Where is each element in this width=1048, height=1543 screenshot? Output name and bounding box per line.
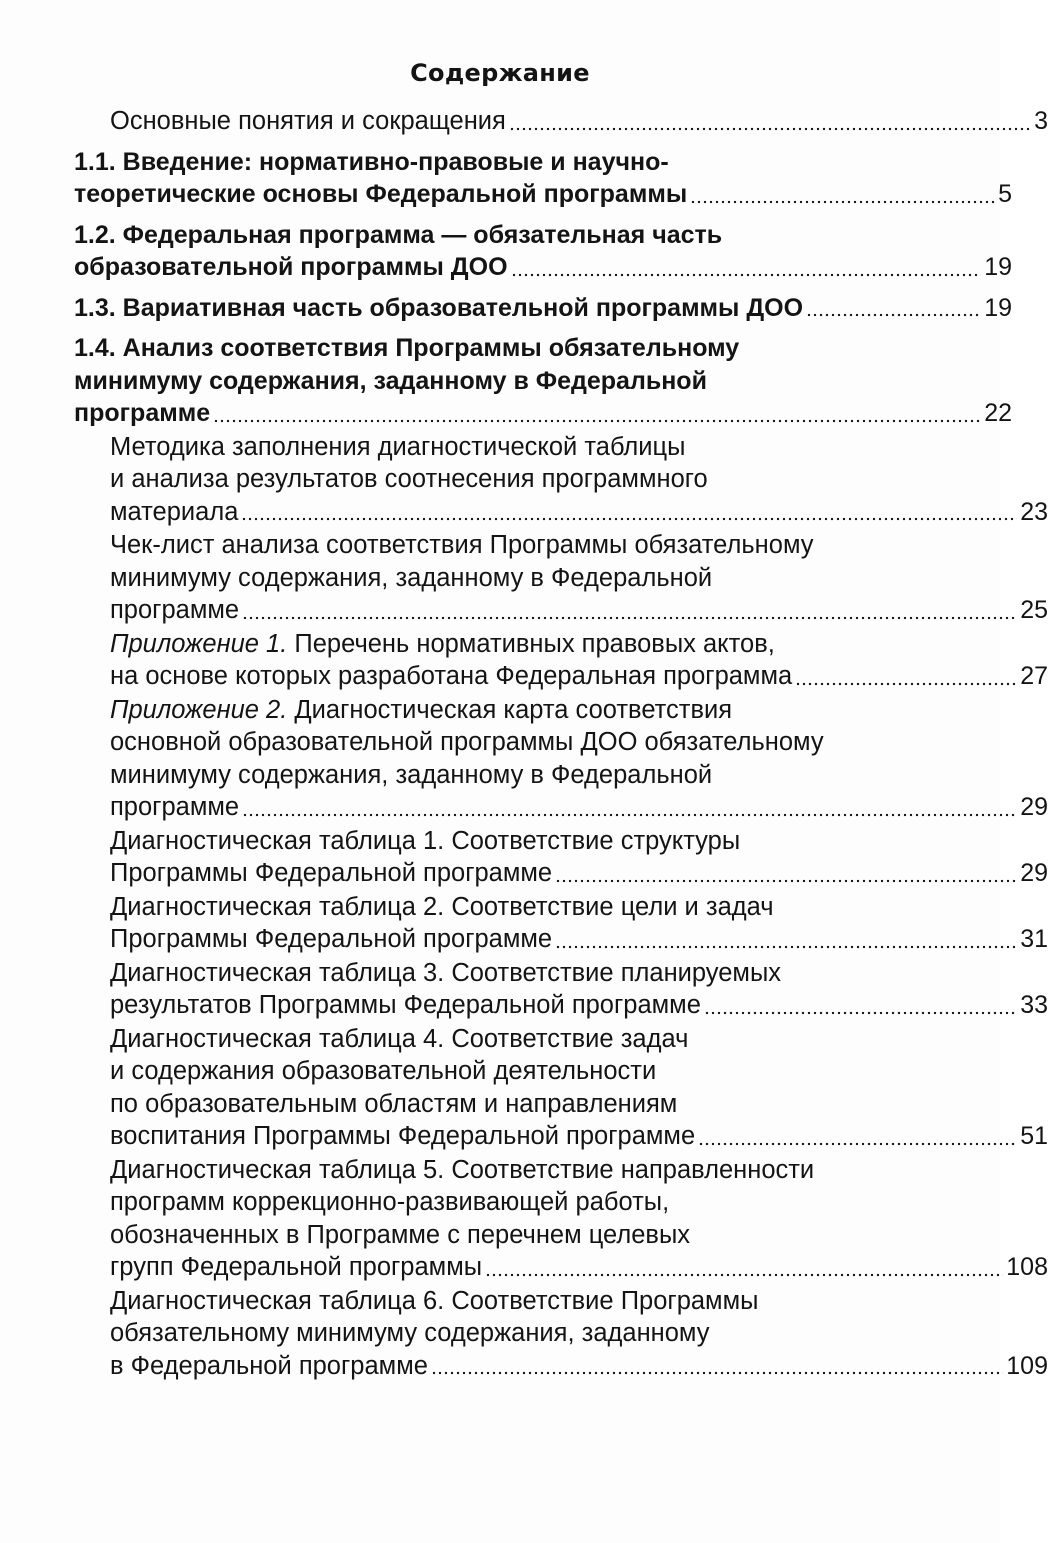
toc-entry-text	[74, 178, 687, 211]
toc-entry-text-segment: минимуму содержания, заданному в Федеральной	[74, 366, 707, 395]
appendix-label: Приложение 2.	[110, 695, 288, 724]
dot-leader	[242, 616, 1017, 620]
toc-entry-last-line	[74, 178, 1012, 211]
toc-entry-text-segment: программе	[110, 596, 240, 624]
toc-entry-line	[110, 1285, 1048, 1318]
toc-entry-last-line	[74, 397, 1012, 430]
toc-entry[interactable]	[110, 694, 1048, 824]
toc-entry-last-line	[110, 989, 1048, 1022]
dot-leader	[242, 813, 1017, 817]
toc-entry-text-segment: Программы Федеральной программе	[110, 859, 553, 887]
page-number: 22	[984, 399, 1012, 427]
toc-entry-text-segment: 1.2. Федеральная программа — обязательная часть	[74, 220, 723, 249]
toc-entry-text-segment: по образовательным областям и направлениям	[110, 1089, 678, 1118]
toc-entry[interactable]	[110, 1154, 1048, 1284]
toc-entry-text	[110, 791, 239, 824]
toc-entry-last-line	[110, 496, 1048, 529]
toc-entry-last-line	[110, 857, 1048, 890]
toc-entry-text	[110, 594, 239, 627]
toc-entry[interactable]	[110, 957, 1048, 1022]
page-number: 25	[1020, 596, 1048, 624]
toc-entry-last-line	[110, 1350, 1048, 1383]
toc-entry-text-segment: материала	[110, 497, 239, 526]
toc-entry-text	[74, 397, 210, 430]
toc-entry-text	[110, 923, 552, 956]
appendix-label: Приложение 1.	[110, 629, 288, 658]
page-number: 19	[984, 293, 1012, 322]
toc-entry-text	[110, 1120, 695, 1153]
toc-entry-text-segment: обозначенных в Программе с перечнем целевых	[110, 1220, 691, 1249]
toc-entry[interactable]	[110, 105, 1048, 138]
toc-entry-text	[110, 496, 238, 529]
table-of-contents	[0, 104, 1048, 1382]
toc-entry-last-line	[74, 292, 1012, 325]
toc-entry-last-line	[110, 791, 1048, 824]
toc-entry-line	[110, 1154, 1048, 1187]
toc-entry-line	[110, 1186, 1048, 1219]
toc-entry-text-segment: Диагностическая карта соответствия	[287, 695, 733, 724]
toc-entry-text-segment: 1.4. Анализ соответствия Программы обязательному	[74, 334, 740, 362]
page-number: 23	[1020, 497, 1048, 526]
toc-entry-text	[110, 660, 792, 693]
toc-entry-text-segment: в Федеральной программе	[110, 1351, 428, 1380]
page-number: 109	[1006, 1351, 1048, 1380]
toc-entry-line	[110, 562, 1048, 595]
toc-entry-text-segment: программе	[110, 793, 240, 821]
toc-entry-line	[110, 1088, 1048, 1121]
dot-leader	[795, 682, 1017, 686]
toc-entry-text-segment: Диагностическая таблица 3. Соответствие планируемых	[110, 958, 782, 987]
toc-entry-text-segment: Программы Федеральной программе	[110, 925, 553, 953]
toc-entry-text	[110, 989, 701, 1022]
toc-entry[interactable]	[74, 332, 1012, 430]
toc-entry-text-segment: результатов Программы Федеральной программе	[110, 991, 701, 1019]
toc-entry-line	[110, 891, 1048, 924]
toc-entry-text-segment: и анализа результатов соотнесения программного	[110, 465, 708, 493]
toc-entry-text-segment: Диагностическая таблица 5. Соответствие направленности	[110, 1155, 815, 1184]
toc-entry[interactable]	[74, 219, 1012, 284]
toc-entry-text	[110, 1350, 428, 1383]
toc-entry-last-line	[110, 923, 1048, 956]
toc-entry-text-segment: Чек-лист анализа соответствия Программы обязательному	[110, 531, 814, 559]
page-number: 19	[984, 253, 1012, 281]
toc-entry-line	[110, 1219, 1048, 1252]
dot-leader	[485, 1273, 1003, 1277]
toc-entry-text	[110, 1251, 482, 1284]
toc-entry-text-segment: Диагностическая таблица 6. Соответствие Программы	[110, 1286, 759, 1315]
page-number: 108	[1006, 1253, 1048, 1281]
toc-entry[interactable]	[110, 1023, 1048, 1153]
toc-entry-line	[110, 1023, 1048, 1056]
toc-entry-last-line	[110, 105, 1048, 138]
toc-entry-line	[74, 219, 1012, 252]
toc-entry-line	[74, 146, 1012, 179]
page-number: 27	[1020, 662, 1048, 690]
toc-entry-text-segment: основной образовательной программы ДОО обязательному	[110, 728, 824, 756]
toc-entry-last-line	[110, 1251, 1048, 1284]
dot-leader	[555, 879, 1017, 883]
toc-entry-text	[110, 857, 552, 890]
toc-entry-text-segment: Диагностическая таблица 2. Соответствие цели и задач	[110, 892, 774, 921]
toc-entry-text-segment: Диагностическая таблица 1. Соответствие структуры	[110, 826, 741, 855]
toc-entry-line	[110, 431, 1048, 464]
page-number: 3	[1034, 107, 1048, 135]
toc-entry-text-segment: минимуму содержания, заданному в Федеральной	[110, 563, 713, 592]
toc-entry-line	[110, 694, 1048, 727]
toc-entry-text-segment: 1.1. Введение: нормативно-правовые и научно-	[74, 147, 669, 176]
toc-entry[interactable]	[110, 891, 1048, 956]
toc-entry-text-segment: воспитания Программы Федеральной программе	[110, 1122, 696, 1150]
toc-entry[interactable]	[110, 431, 1048, 529]
toc-entry[interactable]	[110, 1285, 1048, 1383]
toc-entry-last-line	[110, 594, 1048, 627]
toc-title: Содержание	[410, 59, 590, 87]
toc-entry-text-segment: и содержания образовательной деятельности	[110, 1057, 657, 1085]
toc-entry-text-segment: на основе которых разработана Федеральная программа	[110, 662, 793, 690]
dot-leader	[241, 517, 1017, 521]
toc-entry-last-line	[110, 1120, 1048, 1153]
page-number: 5	[998, 180, 1012, 208]
toc-entry-line	[110, 957, 1048, 990]
dot-leader	[698, 1142, 1017, 1146]
toc-entry-text-segment: Основные понятия и сокращения	[110, 107, 506, 135]
toc-entry-line	[110, 1317, 1048, 1350]
toc-entry-last-line	[74, 251, 1012, 284]
toc-entry-text-segment: Диагностическая таблица 4. Соответствие задач	[110, 1024, 689, 1053]
toc-entry-line	[110, 529, 1048, 562]
toc-entry-text-segment: Методика заполнения диагностической таблицы	[110, 432, 686, 461]
toc-entry-line	[110, 1055, 1048, 1088]
toc-entry-last-line	[110, 660, 1048, 693]
toc-entry[interactable]	[110, 529, 1048, 627]
toc-entry-text-segment: программ коррекционно-развивающей работы,	[110, 1188, 670, 1216]
page-number: 29	[1020, 793, 1048, 821]
toc-entry-text	[74, 251, 508, 284]
dot-leader	[704, 1011, 1017, 1015]
page-number: 31	[1020, 925, 1048, 953]
toc-entry[interactable]	[110, 825, 1048, 890]
toc-entry-text-segment: образовательной программы ДОО	[74, 253, 508, 281]
page-number: 51	[1020, 1122, 1048, 1150]
dot-leader	[213, 419, 981, 423]
toc-entry[interactable]	[74, 292, 1012, 325]
toc-entry[interactable]	[74, 146, 1012, 211]
dot-leader	[431, 1371, 1003, 1375]
toc-entry-text-segment: теоретические основы Федеральной программы	[74, 180, 688, 208]
page-number: 33	[1020, 991, 1048, 1019]
toc-entry-text-segment: минимуму содержания, заданному в Федеральной	[110, 760, 713, 789]
toc-entry-text	[74, 292, 803, 325]
toc-entry[interactable]	[110, 628, 1048, 693]
toc-entry-text-segment: программе	[74, 399, 211, 427]
page-number: 29	[1020, 859, 1048, 887]
toc-entry-line	[110, 825, 1048, 858]
dot-leader	[511, 273, 982, 277]
dot-leader	[806, 313, 981, 317]
toc-entry-line	[110, 628, 1048, 661]
toc-entry-text-segment: обязательному минимуму содержания, заданному	[110, 1319, 710, 1347]
toc-entry-line	[110, 759, 1048, 792]
toc-entry-text-segment: групп Федеральной программы	[110, 1253, 483, 1281]
toc-entry-line	[110, 726, 1048, 759]
dot-leader	[690, 200, 995, 204]
toc-entry-line	[110, 463, 1048, 496]
toc-entry-line	[74, 332, 1012, 365]
toc-entry-text	[110, 105, 506, 138]
toc-entry-text-segment: Перечень нормативных правовых актов,	[287, 629, 775, 658]
dot-leader	[555, 945, 1017, 949]
toc-entry-text-segment: 1.3. Вариативная часть образовательной программы ДОО	[74, 293, 804, 322]
dot-leader	[509, 127, 1031, 131]
toc-entry-line	[74, 365, 1012, 398]
